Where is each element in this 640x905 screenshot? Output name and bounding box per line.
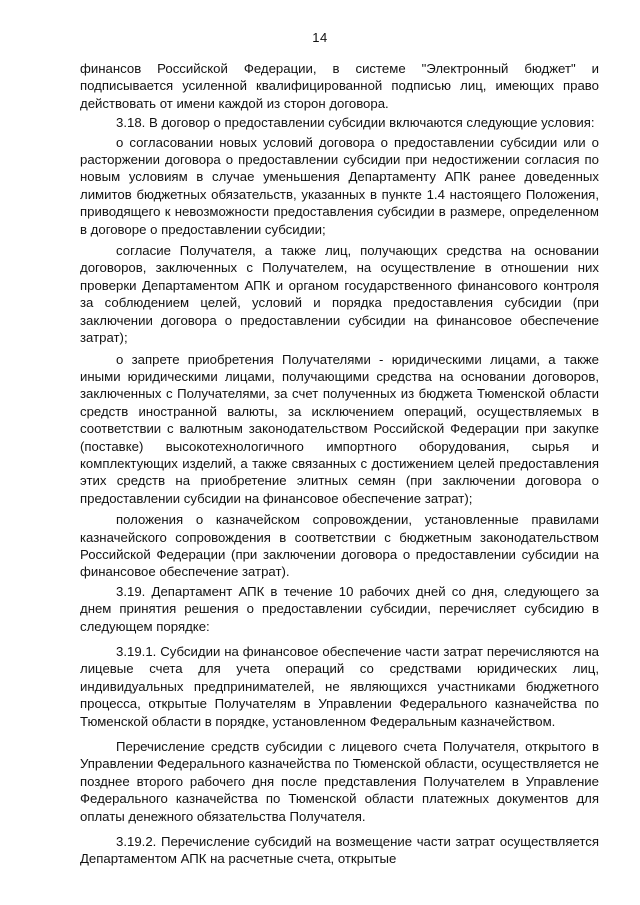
paragraph-condition-currency-ban: о запрете приобретения Получателями - юридическими лицами, а также иными юридическими лицами, получающими средства на основании договоров, заключенных с Получателями, за счет полученных из бюджета Тюменской области средств иностранной валюты, за исключением операций, осуществляемых в соответствии с валютным законодательством Российской Федерации при закупке (поставке) высокотехнологичного импортного оборудования, сырья и комплектующих изделий, а также связанных с достижением целей предоставления этих средств на приобретение элитных семян (при заключении договора о предоставлении субсидии на финансовое обеспечение затрат); xyxy=(80,351,599,506)
paragraph-condition-treasury-support: положения о казначейском сопровождении, установленные правилами казначейского сопровождения в соответствии с бюджетным законодательством Российской Федерации (при заключении договора о предоставлении субсидии на финансовое обеспечение затрат). xyxy=(80,512,599,580)
paragraph-clause-3-19: 3.19. Департамент АПК в течение 10 рабочих дней со дня, следующего за днем принятия решения о предоставлении субсидии, перечисляет субсидию в следующем порядке: xyxy=(80,583,599,634)
paragraph-clause-3-19-2: 3.19.2. Перечисление субсидий на возмещение части затрат осуществляется Департаментом АПК на расчетные счета, открытые xyxy=(80,834,599,867)
page-number: 14 xyxy=(312,30,328,45)
paragraph-transfer-from-account: Перечисление средств субсидии с лицевого счета Получателя, открытого в Управлении Федерального казначейства по Тюменской области, осуществляется не позднее второго рабочего дня после представления Получателем в Управление Федерального казначейства по Тюменской области платежных документов для оплаты денежного обязательства Получателя. xyxy=(80,739,599,824)
paragraph-continuation: финансов Российской Федерации, в системе "Электронный бюджет" и подписывается усиленной квалифицированной подписью лиц, имеющих право действовать от имени каждой из сторон договора. xyxy=(80,61,599,111)
paragraph-condition-agreement-changes: о согласовании новых условий договора о предоставлении субсидии или о расторжении договора о предоставлении субсидии при недостижении согласия по новым условиям в случае уменьшения Департаменту АПК ранее доведенных лимитов бюджетных обязательств, указанных в пункте 1.4 настоящего Положения, приводящего к невозможности предоставления субсидии в размере, определенном в договоре о предоставлении субсидии; xyxy=(80,134,599,237)
document-body xyxy=(80,60,599,872)
paragraph-condition-consent-audit: согласие Получателя, а также лиц, получающих средства на основании договоров, заключенных с Получателем, на осуществление в отношении них проверки Департаментом АПК и органом государственного финансового контроля за соблюдением целей, условий и порядка предоставления субсидии (при заключении договора о предоставлении субсидии на финансовое обеспечение затрат); xyxy=(80,243,599,346)
paragraph-clause-3-19-1: 3.19.1. Субсидии на финансовое обеспечение части затрат перечисляются на лицевые счета для учета операций со средствами юридических лиц, индивидуальных предпринимателей, не являющихся участниками бюджетного процесса, открытые Получателям в Управлении Федерального казначейства по Тюменской области в порядке, установленном Федеральным казначейством. xyxy=(80,644,599,729)
paragraph-clause-3-18: 3.18. В договор о предоставлении субсидии включаются следующие условия: xyxy=(116,115,595,131)
